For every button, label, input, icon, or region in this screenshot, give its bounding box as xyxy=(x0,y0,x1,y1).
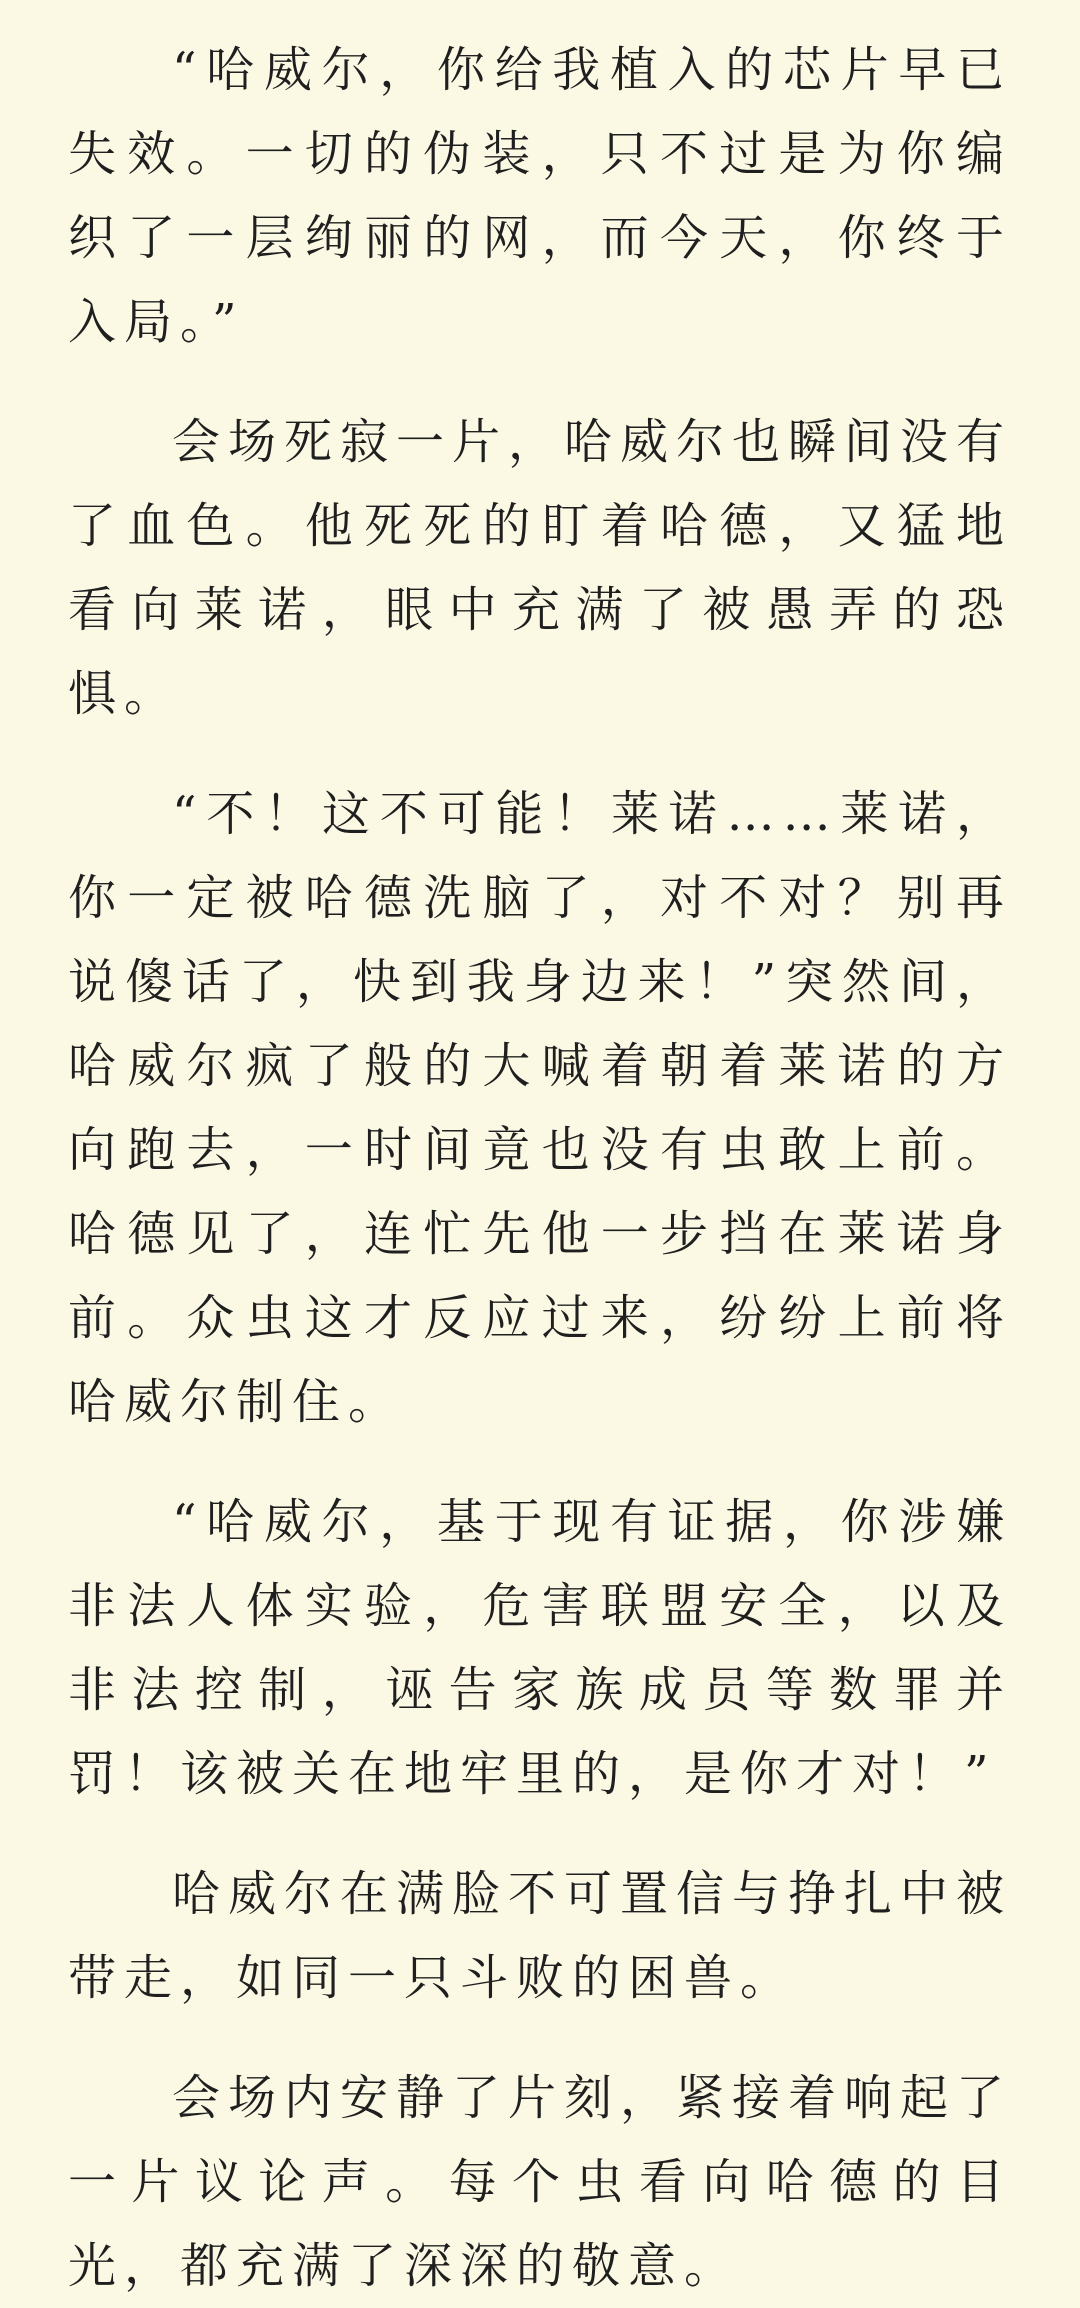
paragraph-3: “不！这不可能！莱诺……莱诺，你一定被哈德洗脑了，对不对？别再说傻话了，快到我身边来！”突然间，哈威尔疯了般的大喊着朝着莱诺的方向跑去，一时间竟也没有虫敢上前。哈德见了，连忙先他一步挡在莱诺身前。众虫这才反应过来，纷纷上前将哈威尔制住。 xyxy=(68,786,1012,1430)
paragraph-4: “哈威尔，基于现有证据，你涉嫌非法人体实验，危害联盟安全，以及非法控制，诬告家族成员等数罪并罚！该被关在地牢里的，是你才对！” xyxy=(68,1494,1012,1802)
paragraph-1: “哈威尔，你给我植入的芯片早已失效。一切的伪装，只不过是为你编织了一层绚丽的网，而今天，你终于入局。” xyxy=(68,42,1012,350)
paragraph-2: 会场死寂一片，哈威尔也瞬间没有了血色。他死死的盯着哈德，又猛地看向莱诺，眼中充满了被愚弄的恐惧。 xyxy=(68,414,1013,722)
paragraph-6: 会场内安静了片刻，紧接着响起了一片议论声。每个虫看向哈德的目光，都充满了深深的敬意。 xyxy=(68,2070,1013,2294)
paragraph-5: 哈威尔在满脸不可置信与挣扎中被带走，如同一只斗败的困兽。 xyxy=(68,1866,1013,2006)
